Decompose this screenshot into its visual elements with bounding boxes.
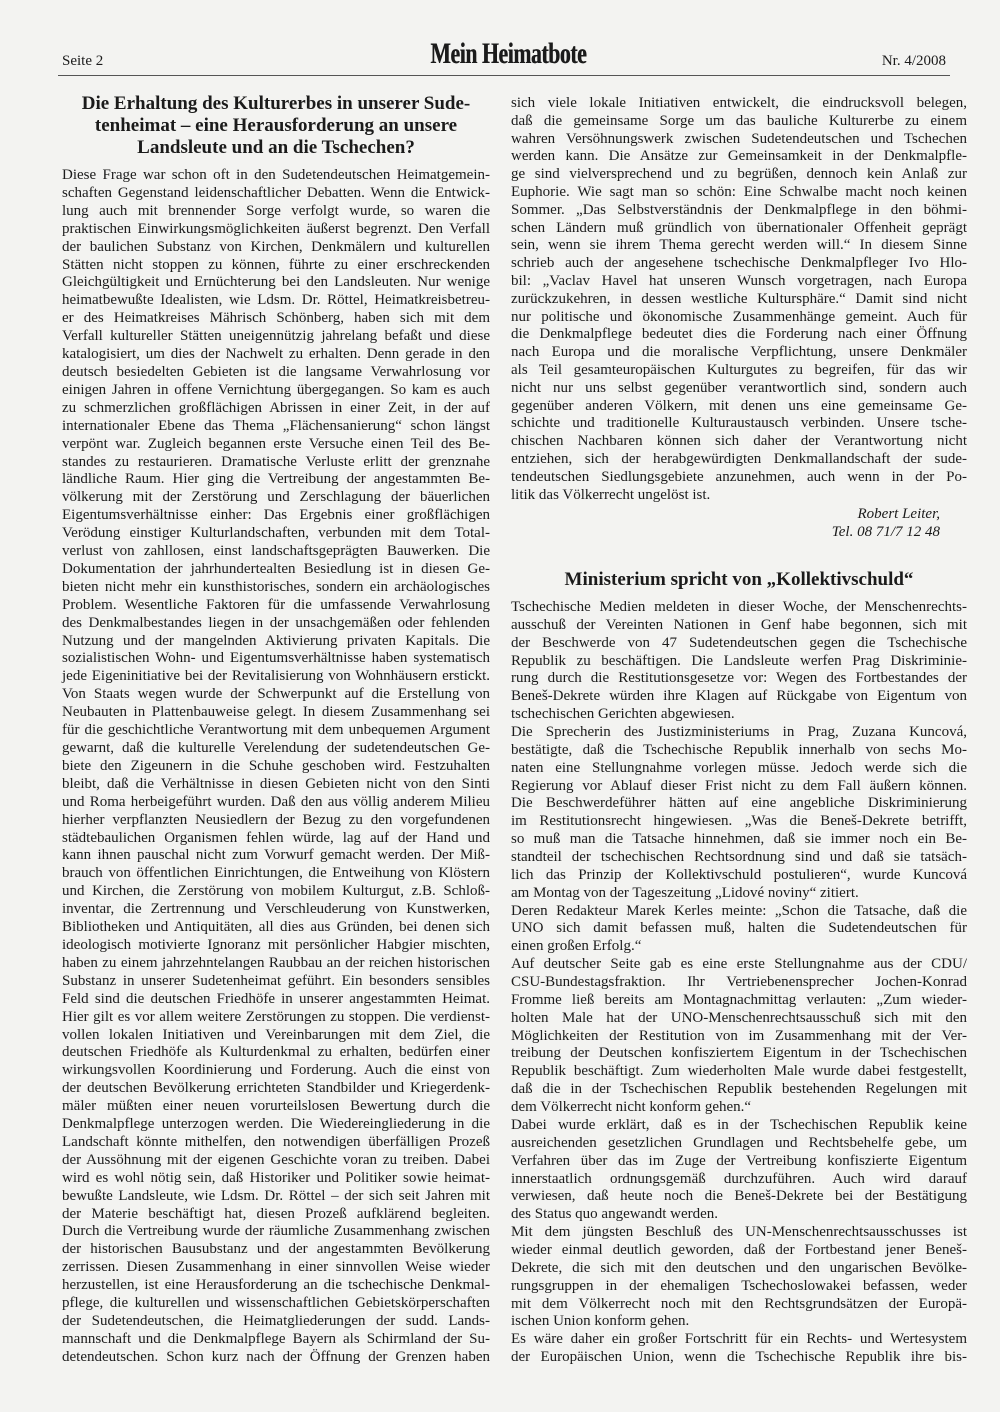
text-line: der Europäischen Union, wenn die Tschechische Republik ihre bis- xyxy=(511,1349,967,1366)
text-line: Auf deutscher Seite gab es eine erste Stellungnahme aus der CDU/ xyxy=(511,956,967,973)
text-line: zurückzukehren, in dessen westliche Kultursphäre.“ Damit sind nicht xyxy=(511,290,967,307)
text-line: ländliche Raum. Hier ging die Vertreibung der angestammten Be- xyxy=(62,471,490,488)
text-line: der Sudetendeutschen, die Heimatgliederungen der sudd. Lands- xyxy=(62,1313,490,1329)
text-line: Stätten nicht stoppen zu können, führte zu einer erschreckenden xyxy=(62,256,490,273)
text-line: Euphorie. Wie sagt man so schön: Eine Schwalbe macht noch keinen xyxy=(511,183,967,200)
text-line: mäler müßten einer neuen vorurteilslosen Bewertung durch die xyxy=(62,1098,490,1115)
text-line: schen Ländern muß gründlich von übernationaler Offenheit geprägt xyxy=(511,219,967,236)
title-line: Landsleute und an die Tschechen? xyxy=(137,137,415,158)
text-line: Gleichgültigkeit und Ernüchterung bei den Landsleuten. Nur wenige xyxy=(62,274,490,291)
text-line: Republik beschäftigt. Zum wiederholten Male wurde dabei festgestellt, xyxy=(511,1063,967,1080)
text-line: litik das Völkerrecht ungelöst ist. xyxy=(511,486,711,503)
text-line: sozialistischen Wohn- und Eigentumsverhältnisse haben systematisch xyxy=(62,650,490,667)
text-line: wieder einmal deutlich geworden, daß der Fortbestand jener Beneš- xyxy=(511,1241,967,1258)
text-line: verlust von zahllosen, einst landschaftsgeprägten Bauwerken. Die xyxy=(62,543,490,560)
text-line: inventar, die Zertrennung und Verschleuderung von Kunstwerken, xyxy=(62,901,490,918)
text-line: Deren Redakteur Marek Kerles meinte: „Schon die Tatsache, daß die xyxy=(511,902,967,919)
text-line: detendeutschen. Schon kurz nach der Öffnung der Grenzen haben xyxy=(62,1348,490,1365)
text-line: Verfahren über das im Zuge der Vertreibung konfiszierte Eigentum xyxy=(511,1152,967,1169)
text-line: vollen lokalen Initiativen und Vereinbarungen mit dem Ziel, die xyxy=(62,1026,490,1043)
author-phone: Tel. 08 71/7 12 48 xyxy=(831,524,940,540)
text-line: und Roma herbeigeführt wurden. Daß den aus völlig anderem Milieu xyxy=(62,793,490,810)
text-line: werden kann. Die Ansätze zur Gemeinsamkeit in der Denkmalpfle- xyxy=(511,148,967,165)
text-line: Tschechische Medien meldeten in dieser Woche, der Menschenrechts- xyxy=(511,599,967,615)
text-line: der deutschen Bevölkerung errichteten Standbilder und Kriegerdenk- xyxy=(62,1080,490,1097)
text-line: Fromme ließ bereits am Montagnachmittag verlauten: „Zum wieder- xyxy=(511,991,967,1008)
text-line: bieten nicht mehr ein kunsthistorisches, sondern ein archäologisches xyxy=(62,578,490,595)
text-line: der historischen Bausubstanz und der angestammten Bevölkerung xyxy=(62,1241,490,1258)
paragraph xyxy=(511,95,967,504)
text-line: lung auch mit brennender Sorge verfolgt wurde, so waren die xyxy=(62,202,490,219)
text-line: Beneš-Dekrete würden ihre Klagen auf Rückgabe von Eigentum von xyxy=(511,688,967,705)
text-line: standes zu restaurieren. Dramatische Verluste erlitt der grenznahe xyxy=(62,453,490,470)
text-line: standteil der tschechischen Rechtsordnung sind und daß sie tatsäch- xyxy=(511,849,967,866)
text-line: wirkungsvollen Koordinierung und Forderung. Auch die einst von xyxy=(62,1062,490,1079)
text-line: Substanz in unserer Sudetenheimat geführt. Ein besonders sensibles xyxy=(62,972,490,989)
text-line: wird es wohl nötig sein, daß Historiker und Politiker sowie heimat- xyxy=(62,1169,490,1186)
text-line: internationaler Ebene das Thema „Flächensanierung“ schon längst xyxy=(62,417,490,434)
text-line: Die Beschwerdeführer hätten auf eine angebliche Diskriminierung xyxy=(511,795,967,812)
text-line: tendeutschen Siedlungsgebiete anzunehmen, auch wenn in der Po- xyxy=(511,468,967,485)
text-line: wahren Versöhnungswerk zwischen Sudetendeutschen und Tschechen xyxy=(511,130,967,147)
masthead xyxy=(350,34,666,74)
text-line: der baulichen Substanz von Kirchen, Denkmälern und kulturellen xyxy=(62,238,490,255)
text-line: mannschaft und die Denkmalpflege Bayern als Schirmland der Su- xyxy=(62,1330,490,1347)
text-line: nach Europa und die moralische Verpflichtung, unsere Denkmäler xyxy=(511,344,967,361)
text-line: herzustellen, ist eine Herausforderung an die tschechische Denkmal- xyxy=(62,1277,490,1294)
article-title xyxy=(62,93,490,159)
text-line: deutschen Friedhöfe als Kulturdenkmal zu erhalten, bedürfen einer xyxy=(62,1044,490,1061)
text-line: des Denkmalbestandes liegen in der unsachgemäßen oder fehlenden xyxy=(62,614,490,631)
text-line: rungsgruppen in der ehemaligen Tschechoslowakei befassen, weder xyxy=(511,1277,967,1294)
text-line: Republik zu beschäftigen. Die Landsleute werfen Prag Diskriminie- xyxy=(511,652,967,669)
text-line: Verfall kultureller Stätten uneigennützig jahrelang befaßt und diese xyxy=(62,328,490,345)
text-line: Von Staats wegen wurde der Schwerpunkt auf die Erstellung von xyxy=(62,686,490,703)
text-line: zu schmerzlichen großflächigen Abrissen in einer Zeit, in der auf xyxy=(62,399,490,416)
text-line: jede Eigeninitiative bei der Revitalisierung von Wohnhäusern erstickt. xyxy=(62,668,490,685)
text-line: Problem. Wesentliche Faktoren für die umfassende Verwahrlosung xyxy=(62,596,490,613)
text-line: katalogisiert, um dies der Nachwelt zu erhalten. Denn gerade in den xyxy=(62,346,490,363)
text-line: daß die in der Tschechischen Republik bestehenden Regelungen mit xyxy=(511,1081,967,1098)
author-name: Robert Leiter, xyxy=(857,506,940,522)
text-line: CSU-Bundestagsfraktion. Ihr Vertriebenensprecher Jochen-Konrad xyxy=(511,974,967,991)
text-line: Hier gilt es vor allem weitere Zerstörungen zu stoppen. Die verdienst- xyxy=(62,1008,490,1025)
text-line: Dekrete, die sich mit den deutschen und den ungarischen Bevölke- xyxy=(511,1259,967,1276)
text-line: städtebaulichen Organismen fehlen würde, lag auf der Hand und xyxy=(62,829,490,846)
text-line: haben zu einem jahrzehntelangen Raubbau an der reichen historischen xyxy=(62,954,490,971)
text-line: daß die gemeinsame Sorge um das bauliche Kulturerbe zu einem xyxy=(511,112,967,129)
masthead-logo: Mein Heimatbote xyxy=(430,37,586,70)
text-line: der Beschwerde von 47 Sudetendeutschen gegen die Tschechische xyxy=(511,634,967,651)
text-line: verwiesen, daß heute noch die Beneš-Dekrete bei der Bestätigung xyxy=(511,1188,967,1205)
paragraph xyxy=(511,956,967,1117)
text-line: praktischen Einwirkungsmöglichkeiten äußerst begrenzt. Den Verfall xyxy=(62,220,490,237)
text-line: kann ihnen pauschal nicht zum Vorwurf gemacht werden. Der Miß- xyxy=(62,847,490,864)
text-line: Nutzung und der mangelnden Aktivierung privaten Kapitals. Die xyxy=(62,632,490,649)
text-line: Neubauten in Plattenbauweise gelegt. In diesem Zusammenhang sei xyxy=(62,704,490,721)
paragraph xyxy=(511,1117,967,1224)
text-line: nicht nur uns selbst gegenüber verantwortlich sind, sondern auch xyxy=(511,379,967,396)
text-line: holten Male hat der UNO-Menschenrechtsausschuß sich mit den xyxy=(511,1009,967,1026)
text-line: so muß man die Tatsache hinnehmen, daß sie immer noch ein Be- xyxy=(511,831,967,848)
issue-number: Nr. 4/2008 xyxy=(881,53,946,69)
text-line: heimatbewußte Idealisten, wie Ldsm. Dr. Röttel, Heimatkreisbetreu- xyxy=(62,292,490,309)
text-line: sein, wenn sie ihrem Thema gerecht werden will.“ In diesem Sinne xyxy=(511,237,967,254)
text-line: ausschuß der Vereinten Nationen in Genf habe begonnen, sich mit xyxy=(511,616,967,633)
paragraph xyxy=(511,724,967,903)
article-body-right-column xyxy=(511,95,967,504)
text-line: schaften Gegenstand leidenschaftlicher Debatten. Wenn die Entwick- xyxy=(62,184,490,201)
text-line: des Status quo angewandt werden. xyxy=(511,1206,719,1223)
text-line: tschechischen Gerichten abgewiesen. xyxy=(511,706,735,723)
paragraph xyxy=(511,903,967,957)
text-line: Sommer. „Das Selbstverständnis der Denkmalpflege in den böhmi- xyxy=(511,201,967,218)
text-line: verpönt war. Zugleich begannen erste Versuche einen Teil des Be- xyxy=(62,435,490,452)
page-number: Seite 2 xyxy=(62,53,104,69)
text-line: treibung der Deutschen konfisziertem Eigentum in der Tschechischen xyxy=(511,1045,967,1062)
text-line: dem Völkerrecht nicht konform gehen.“ xyxy=(511,1099,752,1116)
text-line: Landschaft könnte mithelfen, den notwendigen überfälligen Prozeß xyxy=(62,1133,490,1150)
text-line: hierher verpflanzten Neusiedlern der Bezug zu den vorgefundenen xyxy=(62,811,490,828)
text-line: deutsch besiedelten Gebieten ist die langsame Verwahrlosung vor xyxy=(62,363,490,380)
text-line: sich viele lokale Initiativen entwickelt, die eindrucksvoll belegen, xyxy=(511,95,967,111)
text-line: als Teil gesamteuropäischen Kulturgutes zu begreifen, für das wir xyxy=(511,361,967,378)
text-line: Es wäre daher ein großer Fortschritt für ein Rechts- und Wertesystem xyxy=(511,1331,967,1348)
text-line: rung durch die Restitutionsgesetze vor: Wegen des Fortbestandes der xyxy=(511,670,967,687)
text-line: ausreichenden gesetzlichen Grundlagen und Rechtsbehelfe gebe, um xyxy=(511,1134,967,1151)
text-line: biete den Zigeunern in die Schuhe geschoben wird. Festzuhalten xyxy=(62,757,490,774)
text-line: lich das Prinzip der Kollektivschuld postulieren“, wurde Kuncová xyxy=(511,866,967,883)
paragraph xyxy=(511,1224,967,1331)
article-body-left-column xyxy=(62,167,490,1367)
text-line: mit dem Völkerrecht noch mit den Rechtsgrundsätzen der Europä- xyxy=(511,1295,967,1312)
title-line: tenheimat – eine Herausforderung an unsere xyxy=(94,115,458,136)
text-line: pflege, die kulturellen und wissenschaftlichen Gebietskörperschaften xyxy=(62,1295,490,1312)
paragraph xyxy=(511,1331,967,1367)
text-line: gewarnt, daß die kulturelle Verelendung der sudetendeutschen Ge- xyxy=(62,740,490,756)
title-line: Ministerium spricht von „Kollektivschuld“ xyxy=(564,569,914,590)
text-line: schrieb auch der angesehene tschechische Denkmalpfleger Ivo Hlo- xyxy=(511,255,967,272)
text-line: entziehen, sich der herabgewürdigten Denkmallandschaft der sude- xyxy=(511,450,967,467)
text-line: Denkmalpflege unterzogen werden. Die Wiedereingliederung in die xyxy=(62,1116,490,1133)
article-signature xyxy=(640,505,940,541)
text-line: bewußte Landsleute, wie Ldsm. Dr. Röttel – der sich seit Jahren mit xyxy=(62,1187,490,1204)
text-line: ischen Union konform gehen. xyxy=(511,1313,690,1330)
text-line: bil: „Vaclav Havel hat unseren Wunsch vorgetragen, nach Europa xyxy=(511,272,967,289)
text-line: Die Sprecherin des Justizministeriums in Prag, Zuzana Kuncová, xyxy=(511,724,967,741)
text-line: Diese Frage war schon oft in den Sudetendeutschen Heimatgemein- xyxy=(62,167,490,183)
paragraph xyxy=(511,599,967,724)
text-line: zerrissen. Diesen Zusammenhang in einer sinnvollen Weise wieder xyxy=(62,1259,490,1276)
text-line: gegenüber anderen Völkern, mit denen uns eine gemeinsame Ge- xyxy=(511,397,967,414)
text-line: für die geschichtliche Verantwortung mit dem unbequemen Argument xyxy=(62,722,490,739)
text-line: Feld sind die deutschen Friedhöfe in unserer angestammten Heimat. xyxy=(62,990,490,1007)
text-line: der Materie beschäftigt hat, diesen Prozeß aufklärend begleiten. xyxy=(62,1205,490,1222)
text-line: er des Heimatkreises Mährisch Schönberg, haben sich mit dem xyxy=(62,310,490,327)
text-line: und Kirchen, die Zerstörung von mobilem Kulturgut, z.B. Schloß- xyxy=(62,883,490,900)
text-line: Eigentumsverhältnisse einher: Das Ergebnis einer großflächigen xyxy=(62,507,490,524)
text-line: Durch die Vertreibung wurde der räumliche Zusammenhang zwischen xyxy=(62,1223,490,1240)
text-line: brauch von öffentlichen Einrichtungen, die Entweihung von Klöstern xyxy=(62,865,490,882)
text-line: schichte und traditionelle Kulturaustausch verbinden. Unsere tsche- xyxy=(511,415,967,432)
text-line: Bibliotheken und Antiquitäten, all dies aus Gründen, bei denen sich xyxy=(62,919,490,936)
text-line: die Denkmalpflege bedeutet dies die Forderung nach einer Öffnung xyxy=(511,326,967,343)
text-line: der Aussöhnung mit der eigenen Geschichte voran zu treiben. Dabei xyxy=(62,1151,490,1168)
text-line: im Restitutionsrecht hingewiesen. „Was die Beneš-Dekrete betrifft, xyxy=(511,813,967,830)
article-title xyxy=(511,569,967,591)
text-line: chischen Nachbaren können sich daher der Verantwortung nicht xyxy=(511,433,967,450)
text-line: ge sind vielversprechend und zu begrüßen, dennoch kein Anlaß zur xyxy=(511,166,967,183)
text-line: Regierung vor Ablauf dieser Frist nicht zu dem Fall äußern können. xyxy=(511,777,967,794)
text-line: völkerung mit der Zerstörung und Zerschlagung der bäuerlichen xyxy=(62,489,490,506)
text-line: Verödung einstiger Kulturlandschaften, verbunden mit dem Total- xyxy=(62,525,490,542)
text-line: ideologisch motivierte Ignoranz mit persönlicher Habgier mischten, xyxy=(62,936,490,953)
text-line: am Montag von der Tageszeitung „Lidové noviny“ zitiert. xyxy=(511,884,859,901)
text-line: UNO sich damit befassen muß, halten die Sudetendeutschen für xyxy=(511,920,967,937)
text-line: einigen Jahren in offene Vernichtung übergegangen. So kam es auch xyxy=(62,381,490,398)
text-line: einen großen Erfolg.“ xyxy=(511,938,642,955)
article-body xyxy=(511,599,967,1367)
title-line: Die Erhaltung des Kulturerbes in unserer Sude- xyxy=(81,93,471,114)
text-line: Dabei wurde erklärt, daß es in der Tschechischen Republik keine xyxy=(511,1116,967,1133)
text-line: bleibt, daß die Verhältnisse in diesen Gebieten nicht von den Sinti xyxy=(62,775,490,792)
text-line: bestätigte, daß die Tschechische Republik innerhalb von sechs Mo- xyxy=(511,741,967,758)
text-line: Dokumentation der jahrhundertealten Besiedlung ist in diesen Ge- xyxy=(62,560,490,577)
text-line: naten eine Stellungnahme vorlegen müsse. Jedoch werde sich die xyxy=(511,759,967,776)
paragraph xyxy=(62,167,490,1367)
text-line: innerstaatlich ordnungsgemäß durchzuführen. Auch wird darauf xyxy=(511,1170,967,1187)
header-rule xyxy=(58,75,950,76)
text-line: Möglichkeiten der Restitution von im Zusammenhang mit der Ver- xyxy=(511,1027,967,1044)
text-line: nur politische und ökonomische Zusammenhänge gemeint. Auch für xyxy=(511,308,967,325)
text-line: Mit dem jüngsten Beschluß des UN-Menschenrechtsausschusses ist xyxy=(511,1224,967,1241)
